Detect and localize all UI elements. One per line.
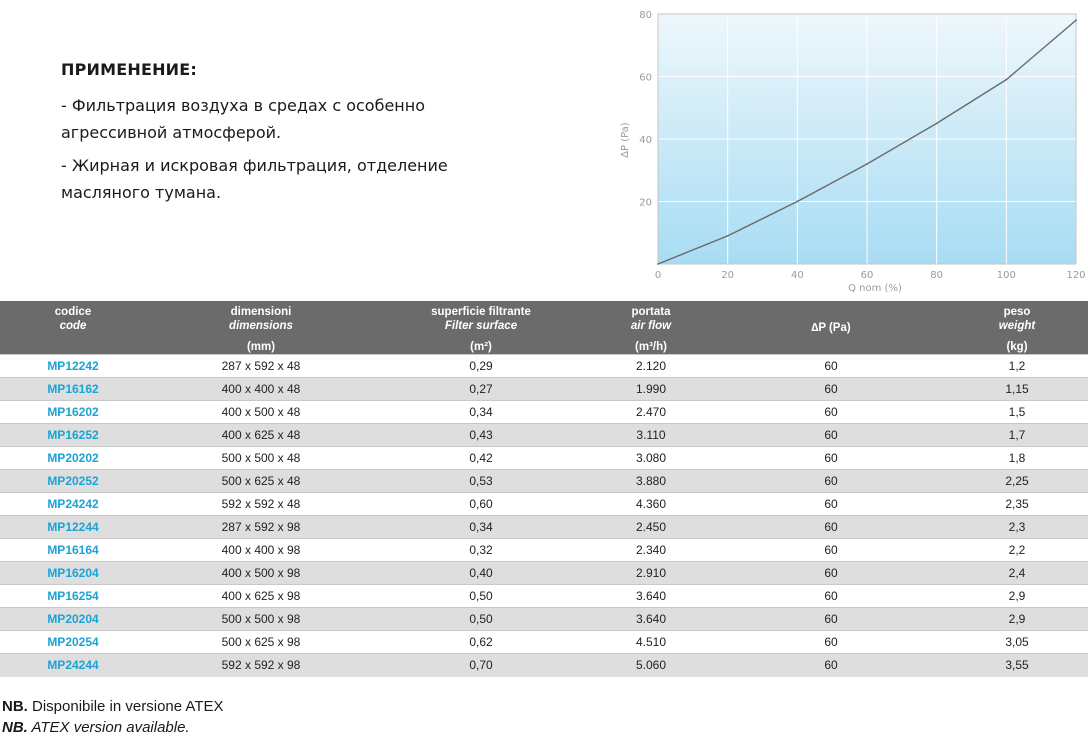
x-tick-label: 100 — [996, 270, 1016, 281]
table-row — [0, 355, 1088, 378]
cell-airflow: 2.470 — [635, 405, 667, 419]
col-header-airflow — [586, 301, 716, 355]
cell-pressure-drop: 60 — [824, 474, 838, 488]
cell-pressure-drop: 60 — [824, 405, 838, 419]
application-item-1: - Фильтрация воздуха в средах с особенно агрессивной атмосферой. — [61, 96, 425, 142]
y-tick-label: 20 — [639, 197, 652, 209]
table-row — [0, 562, 1088, 585]
cell-code: MP12242 — [47, 359, 99, 373]
cell-surface: 0,43 — [469, 428, 493, 442]
table-header-row — [0, 301, 1088, 355]
cell-weight: 2,4 — [1008, 566, 1026, 580]
col-header-weight-it: peso — [1003, 306, 1031, 318]
data-point — [1005, 79, 1007, 81]
cell-airflow: 3.110 — [636, 428, 666, 442]
cell-code: MP16252 — [47, 428, 99, 442]
table-row — [0, 585, 1088, 608]
cell-weight: 2,3 — [1008, 520, 1026, 534]
cell-airflow: 3.640 — [635, 612, 667, 626]
col-header-dimensions — [146, 301, 376, 355]
note-english — [2, 717, 224, 738]
cell-dimensions: 500 x 625 x 48 — [221, 474, 301, 488]
col-header-airflow-it: portata — [631, 306, 671, 318]
data-point — [657, 263, 659, 265]
application-item-2: - Жирная и искровая фильтрация, отделение масляного тумана. — [61, 156, 448, 202]
cell-pressure-drop: 60 — [824, 658, 838, 673]
note-italian-text: Disponibile in versione ATEX — [32, 698, 224, 715]
cell-dimensions: 592 x 592 x 98 — [221, 658, 301, 673]
cell-dimensions: 400 x 500 x 48 — [221, 405, 301, 419]
cell-pressure-drop: 60 — [824, 566, 838, 580]
y-tick-label: 40 — [639, 135, 652, 146]
table-row — [0, 447, 1088, 470]
cell-surface: 0,60 — [469, 497, 493, 511]
note-nb-label: NB. — [2, 698, 28, 715]
table-row — [0, 608, 1088, 631]
cell-code: MP16254 — [47, 589, 99, 603]
cell-dimensions: 400 x 625 x 48 — [221, 428, 301, 442]
cell-airflow: 3.080 — [635, 451, 667, 465]
cell-weight: 1,2 — [1008, 359, 1026, 373]
chart-svg — [0, 0, 1088, 300]
cell-airflow: 5.060 — [635, 658, 667, 673]
data-point — [1075, 19, 1077, 21]
x-tick-label: 60 — [860, 270, 874, 281]
cell-airflow: 1.990 — [635, 382, 667, 396]
cell-dimensions: 500 x 500 x 98 — [221, 612, 301, 626]
cell-weight: 1,5 — [1008, 405, 1026, 419]
cell-code: MP20252 — [47, 474, 99, 488]
table-row — [0, 378, 1088, 401]
col-header-code — [0, 301, 146, 355]
cell-surface: 0,34 — [469, 520, 493, 534]
data-point — [796, 201, 798, 203]
cell-airflow: 2.340 — [635, 543, 667, 557]
cell-pressure-drop: 60 — [824, 382, 838, 396]
cell-weight: 3,05 — [1005, 635, 1029, 649]
x-tick-label: 120 — [1066, 270, 1086, 281]
cell-weight: 2,2 — [1008, 543, 1026, 557]
x-tick-label: 20 — [721, 270, 735, 281]
cell-code: MP20254 — [47, 635, 99, 649]
col-header-weight-unit: (kg) — [1006, 341, 1028, 353]
col-header-weight-en: weight — [998, 320, 1036, 332]
table-row — [0, 401, 1088, 424]
data-point — [727, 235, 729, 237]
cell-airflow: 4.510 — [635, 635, 667, 649]
x-axis-label: Q nom (%) — [848, 283, 902, 294]
cell-code: MP16202 — [47, 405, 99, 419]
cell-weight: 1,7 — [1008, 428, 1026, 442]
col-header-surface — [376, 301, 586, 355]
cell-surface: 0,42 — [469, 451, 493, 465]
cell-pressure-drop: 60 — [824, 359, 838, 373]
cell-code: MP24244 — [47, 658, 99, 673]
table-row — [0, 516, 1088, 539]
cell-pressure-drop: 60 — [824, 612, 838, 626]
cell-dimensions: 400 x 400 x 48 — [221, 382, 301, 396]
cell-airflow: 3.640 — [635, 589, 667, 603]
cell-surface: 0,53 — [469, 474, 493, 488]
cell-airflow: 3.880 — [635, 474, 667, 488]
cell-code: MP16164 — [47, 543, 99, 557]
cell-pressure-drop: 60 — [824, 520, 838, 534]
y-tick-label: 80 — [639, 10, 652, 21]
cell-weight: 2,35 — [1005, 497, 1029, 511]
table-row — [0, 654, 1088, 677]
cell-surface: 0,50 — [469, 612, 493, 626]
col-header-dimensions-unit: (mm) — [246, 341, 276, 353]
table-row — [0, 470, 1088, 493]
cell-dimensions: 592 x 592 x 48 — [221, 497, 301, 511]
cell-code: MP12244 — [47, 520, 99, 534]
cell-dimensions: 400 x 500 x 98 — [221, 566, 301, 580]
cell-dimensions: 400 x 400 x 98 — [221, 543, 301, 557]
cell-pressure-drop: 60 — [824, 635, 838, 649]
table-row — [0, 493, 1088, 516]
cell-weight: 2,25 — [1005, 474, 1029, 488]
cell-dimensions: 500 x 625 x 98 — [221, 635, 301, 649]
cell-surface: 0,50 — [469, 589, 493, 603]
cell-code: MP16204 — [47, 566, 99, 580]
col-header-code-it: codice — [54, 306, 92, 318]
cell-surface: 0,40 — [469, 566, 493, 580]
cell-code: MP20204 — [47, 612, 99, 626]
col-header-surface-unit: (m²) — [470, 341, 492, 353]
cell-surface: 0,32 — [469, 543, 493, 557]
y-axis-label: ∆P (Pa) — [620, 122, 631, 158]
col-header-surface-it: superficie filtrante — [431, 306, 531, 318]
cell-dimensions: 400 x 625 x 98 — [221, 589, 301, 603]
col-header-dimensions-it: dimensioni — [230, 306, 292, 318]
cell-pressure-drop: 60 — [824, 428, 838, 442]
col-header-airflow-en: air flow — [630, 320, 672, 332]
cell-weight: 1,15 — [1005, 382, 1029, 396]
data-point — [936, 122, 938, 124]
cell-dimensions: 287 x 592 x 98 — [221, 520, 301, 534]
cell-weight: 2,9 — [1008, 612, 1026, 626]
cell-surface: 0,70 — [469, 658, 493, 673]
col-header-pressure-drop — [716, 301, 946, 355]
col-header-code-en: code — [59, 320, 87, 332]
application-title: ПРИМЕНЕНИЕ: — [61, 60, 197, 79]
col-header-surface-en: Filter surface — [444, 320, 518, 332]
col-header-pressure-drop-label: ∆P (Pa) — [811, 321, 851, 334]
note-nb-label-en: NB. — [2, 719, 28, 736]
cell-surface: 0,62 — [469, 635, 493, 649]
notes — [2, 696, 224, 738]
cell-pressure-drop: 60 — [824, 589, 838, 603]
cell-weight: 3,55 — [1005, 658, 1029, 673]
cell-dimensions: 500 x 500 x 48 — [221, 451, 301, 465]
cell-airflow: 2.910 — [635, 566, 667, 580]
cell-code: MP20202 — [47, 451, 99, 465]
y-tick-label: 60 — [639, 72, 652, 84]
cell-surface: 0,27 — [469, 382, 493, 396]
x-tick-label: 40 — [790, 270, 804, 281]
cell-surface: 0,34 — [469, 405, 493, 419]
table-row — [0, 539, 1088, 562]
cell-surface: 0,29 — [469, 359, 493, 373]
spec-table-body — [0, 355, 1088, 677]
note-english-text: ATEX version available. — [31, 719, 190, 736]
x-tick-label: 80 — [930, 270, 944, 281]
cell-weight: 1,8 — [1008, 451, 1026, 465]
cell-weight: 2,9 — [1008, 589, 1026, 603]
table-row — [0, 424, 1088, 447]
cell-dimensions: 287 x 592 x 48 — [221, 359, 301, 373]
pressure-drop-chart — [0, 0, 1088, 300]
cell-airflow: 2.120 — [635, 359, 667, 373]
cell-pressure-drop: 60 — [824, 451, 838, 465]
cell-code: MP16162 — [47, 382, 99, 396]
col-header-dimensions-en: dimensions — [229, 320, 293, 332]
cell-airflow: 4.360 — [635, 497, 667, 511]
table-row — [0, 631, 1088, 654]
data-point — [866, 163, 868, 165]
cell-code: MP24242 — [47, 497, 99, 511]
x-tick-label: 0 — [654, 270, 662, 281]
cell-pressure-drop: 60 — [824, 497, 838, 511]
cell-airflow: 2.450 — [635, 520, 667, 534]
col-header-weight — [946, 301, 1088, 355]
note-italian — [2, 696, 224, 717]
cell-pressure-drop: 60 — [824, 543, 838, 557]
col-header-airflow-unit: (m³/h) — [635, 341, 667, 353]
spec-table — [0, 301, 1088, 677]
